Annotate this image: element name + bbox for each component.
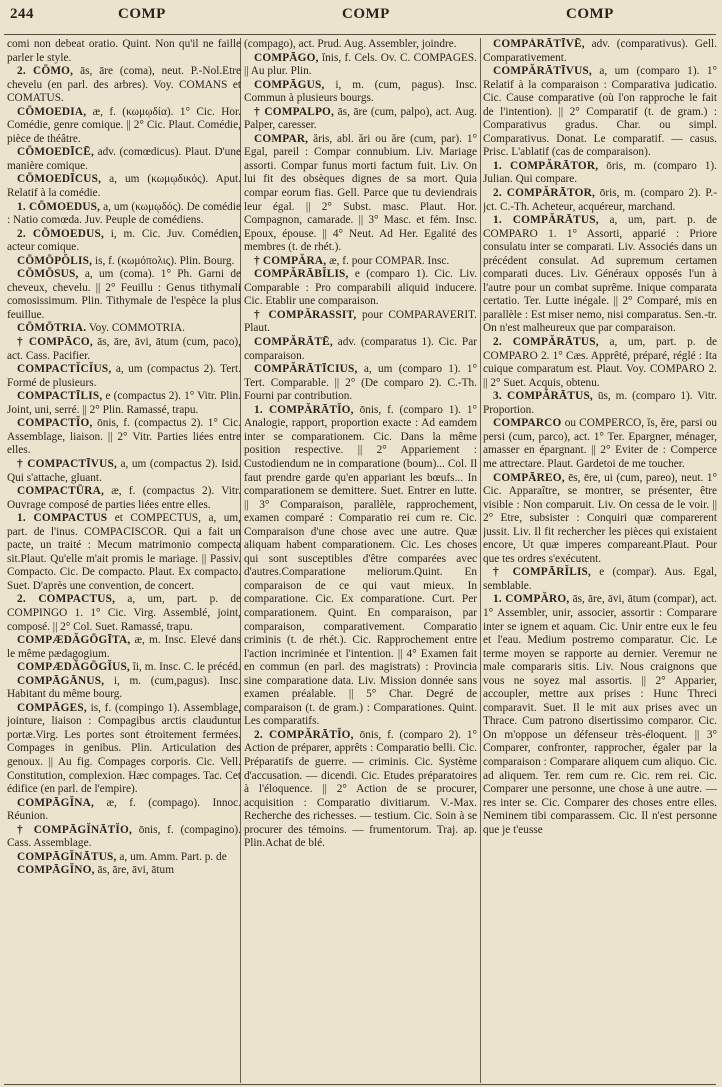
- dictionary-entry: [7, 38, 241, 65]
- dictionary-entry: [7, 201, 241, 228]
- dictionary-entry: [483, 214, 717, 336]
- entry-definition: ōris, m. (comparo 1). Julian. Qui compare.: [483, 159, 717, 186]
- entry-headword: COMPACTĬO,: [17, 417, 93, 430]
- dictionary-entry: [7, 390, 241, 417]
- entry-definition: a, um (comparo 1). 1° Tert. Comparable. || 2° (De comparo 2). C.-Th. Fourni par contribution.: [244, 363, 477, 403]
- entry-headword: CŌMOEDIA,: [17, 105, 87, 118]
- entry-definition: adv. (comparatus 1). Cic. Par comparaison.: [244, 336, 477, 362]
- dictionary-entry: [244, 268, 477, 309]
- dictionary-entry: [244, 255, 477, 269]
- entry-headword: CŌMŌTRIA.: [17, 322, 87, 335]
- entry-definition: e (comparo 1). Cic. Liv. Comparable : Pro comparabili aliquid inducere. Cic. Etablir une comparaison.: [244, 268, 477, 308]
- entry-definition: ās, āre, āvi, ātum: [94, 864, 174, 877]
- entry-definition: a, um (comparo 1). 1° Relatif à la comparaison : Comparativa judicatio. Cic. Cause comparative (où l'on rapproche le fait de l'intention). || 2° Comparatif (t. de gram.) : Comparativus gradus. Char. ou simpl. Comparativus. Donat. Le comparatif. — casus. Prisc. L'ablatif (cas de comparaison).: [483, 65, 717, 159]
- dictionary-entry: [483, 187, 717, 214]
- entry-definition: a, um (coma). 1° Ph. Garni de cheveux, chevelu. || 2° Feuillu : Genus tithymali comosissimum. Plin. Tithymale de l'espèce la plus feuillue.: [7, 268, 241, 321]
- dictionary-entry: [7, 485, 241, 512]
- dictionary-entry: [483, 336, 717, 390]
- header-left-guideword: COMP: [118, 6, 166, 22]
- entry-definition: æ, f. (compactus 2). Vitr. Ouvrage composé de parties liées entre elles.: [7, 485, 241, 511]
- entry-headword: CŌMOEDĪCĒ,: [17, 146, 95, 159]
- dictionary-entry: [244, 309, 477, 336]
- entry-definition: ōnis, f. (comparo 2). 1° Action de préparer, apprêts : Comparatio belli. Cic. Préparatifs de guerre. — criminis. Cic. Système d'accusation. — dicendi. Cic. Etudes préparatoires à l'éloquence. || 2° Action de se procurer, acquisition : Comparatio divitiarum. V.-Max. Recherche des richesses. — testium. Cic. Soin à se procurer des témoins. — frumentorum. Traj. ap. Plin.Achat de blé.: [244, 728, 477, 850]
- dictionary-entry: [7, 864, 241, 878]
- entry-headword: 2. COMPACTUS,: [17, 593, 116, 606]
- column-middle: [244, 38, 477, 1083]
- entry-headword: † COMPACTĪVUS,: [17, 457, 118, 470]
- entry-headword: † COMPĀCO,: [17, 336, 93, 349]
- entry-headword: COMPĀGĬNO,: [17, 864, 95, 877]
- entry-definition: æ, f. pour COMPAR. Insc.: [326, 254, 450, 267]
- dictionary-entry: [483, 65, 717, 160]
- entry-headword: COMPĀGĬNĀTUS,: [17, 850, 117, 863]
- entry-definition: ēs, ēre, ui (cum, pareo), neut. 1° Cic. Apparaître, se montrer, se présenter, être visible : Non comparuit. Liv. On cessa de le voir. || 2° Etre, subsister : Conquiri quæ comparerent jussit. Liv. Il fit rechercher les pièces qui existaient encore, Ut quæ imperes compareant.Plaut. Pour que tes ordres s'exécutent.: [483, 471, 717, 565]
- dictionary-entry: [483, 390, 717, 417]
- entry-definition: ūs, m. (comparo 1). Vitr. Proportion.: [483, 390, 717, 416]
- entry-definition: is, f. (κωμόπολις). Plin. Bourg.: [92, 254, 235, 267]
- dictionary-entry: [244, 133, 477, 255]
- entry-headword: COMPĀREO,: [493, 471, 565, 484]
- entry-headword: COMPĀGO,: [254, 51, 319, 64]
- entry-headword: 1. COMPĂRĀTĬO,: [254, 403, 354, 416]
- dictionary-entry: [244, 363, 477, 404]
- entry-headword: COMPĂRĀTĪCIUS,: [254, 363, 358, 376]
- entry-headword: 1. COMPĂRO,: [493, 593, 570, 606]
- entry-definition: ōnis, f. (compagino). Cass. Assemblage.: [7, 823, 241, 850]
- entry-headword: 1. COMPĂRĀTOR,: [493, 159, 599, 172]
- entry-headword: COMPACTŪRA,: [17, 485, 105, 498]
- entry-definition: ou COMPERCO, ĭs, ĕre, parsi ou persi (cum, parco), act. 1° Ter. Epargner, ménager, amasser en épargnant. || 2° Eviter de : Comperce me attrectare. Plaut. Gardetoi de me toucher.: [483, 417, 717, 470]
- entry-headword: COMPĀGĀNUS,: [17, 674, 105, 687]
- dictionary-entry: [7, 851, 241, 865]
- dictionary-entry: [244, 336, 477, 363]
- entry-definition: i, m. Cic. Juv. Comédien, acteur comique.: [7, 227, 241, 254]
- dictionary-entry: [244, 106, 477, 133]
- entry-headword: COMPĀGUS,: [254, 78, 325, 91]
- dictionary-entry: [7, 173, 241, 200]
- entry-definition: ĭi, m. Insc. C. le précéd.: [129, 661, 241, 674]
- entry-headword: 2. COMPĂRĀTOR,: [493, 187, 596, 200]
- entry-headword: 2. COMPĂRĀTĬO,: [254, 728, 354, 741]
- entry-definition: ăris, abl. ări ou ăre (cum, par). 1° Egal, pareil : Compar connubium. Liv. Mariage assorti. Compar funus morti factum fuit. Liv. On lui fit des obsèques dignes de sa mort. Quia compar eorum fias. Gell. Parce que tu deviendrais leur égal. || 2° Subst. masc. Plaut. Hor. Compagnon, camarade. || 3° Masc. et fém. Insc. Epoux, épouse. || 4° Neut. Ad Her. Egalité des membres (t. de rhét.).: [244, 132, 477, 254]
- entry-headword: COMPARCO: [493, 417, 562, 430]
- entry-definition: a, um (κωμῳδός). De comédie : Natio comœda. Juv. Peuple de comédiens.: [7, 200, 241, 227]
- dictionary-entry: [7, 363, 241, 390]
- entry-definition: e (compactus 2). 1° Vitr. Plin. Joint, uni, serré. || 2° Plin. Ramassé, trapu.: [7, 390, 241, 416]
- entry-headword: 1. CŌMOEDUS,: [17, 200, 101, 213]
- entry-definition: æ, f. (κωμῳδία). 1° Cic. Hor. Comédie, genre comique. || 2° Cic. Plaut. Comédie, pièce de théâtre.: [7, 105, 241, 145]
- dictionary-entry: [7, 417, 241, 458]
- entry-definition: ĭnis, f. Cels. Ov. C. COMPAGES. || Au plur. Plin.: [244, 51, 477, 78]
- dictionary-entry: [7, 512, 241, 593]
- entry-definition: e (compar). Aus. Egal, semblable.: [483, 566, 717, 592]
- entry-headword: CŌMŌPŎLIS,: [17, 254, 93, 267]
- dictionary-entry: [483, 160, 717, 187]
- entry-headword: 1. COMPACTUS: [17, 512, 108, 525]
- dictionary-entry: [483, 566, 717, 593]
- entry-headword: COMPÆDĂGŌGĬUS,: [17, 661, 130, 674]
- dictionary-entry: [7, 661, 241, 675]
- entry-definition: comi non debeat oratio. Quint. Non qu'il ne faille parler le style.: [7, 38, 241, 64]
- entry-definition: a, um, part. p. de COMPARO 2. 1° Cæs. Apprêté, préparé, réglé : Ita cuique comparatum est. Plaut. Voy. COMPARO 2. || 2° Suet. Acquis, obtenu.: [483, 336, 717, 389]
- entry-headword: 2. CŌMOEDUS,: [17, 227, 104, 240]
- entry-definition: æ, f. (compago). Innoc. Réunion.: [7, 796, 241, 823]
- entry-definition: a, um, part. p. de COMPINGO 1. 1° Cic. Virg. Assemblé, joint, composé. || 2° Col. Suet. Ramassé, trapu.: [7, 593, 241, 633]
- entry-definition: a, um (compactus 2). Isid. Qui s'attache, gluant.: [7, 457, 241, 484]
- dictionary-entry: [7, 228, 241, 255]
- entry-definition: adv. (comparativus). Gell. Comparativement.: [483, 38, 717, 64]
- entry-definition: a, um (compactus 2). Tert. Formé de plusieurs.: [7, 363, 241, 389]
- header-right-guideword: COMP: [566, 6, 614, 22]
- entry-headword: CŌMŌSUS,: [17, 268, 79, 281]
- entry-definition: a, um (κωμῳδικός). Aput. Relatif à la comédie.: [7, 173, 241, 200]
- entry-headword: † COMPĂRASSIT,: [254, 308, 357, 321]
- entry-headword: † COMPĀRĬLIS,: [493, 566, 592, 579]
- dictionary-entry: [244, 729, 477, 851]
- footer-rule: [4, 1084, 716, 1085]
- dictionary-entry: [7, 702, 241, 797]
- entry-definition: adv. (comœdicus). Plaut. D'une manière comique.: [7, 146, 241, 172]
- dictionary-entry: [483, 593, 717, 837]
- dictionary-entry: [7, 268, 241, 322]
- entry-definition: ās, āre (coma), neut. P.-Nol.Etre chevelu (en parl. des arbres). Voy. COMANS et COMATUS.: [7, 65, 241, 105]
- entry-definition: ōnis, f. (compactus 2). 1° Cic. Assemblage, liaison. || 2° Vitr. Parties liées entre elles.: [7, 417, 241, 457]
- entry-headword: 3. COMPĂRĀTUS,: [493, 390, 593, 403]
- entry-definition: is, f. (compingo 1). Assemblage, jointure, liaison : Compagibus arctis clauduntur portæ.Virg. Les portes sont étroitement fermées. Compages in genibus. Plin. Articulation des genoux. || Au fig. Compages corporis. Cic. Vell. Constitution, complexion. Hæc compages. Tac. Cet édifice (en parl. de l'empire).: [7, 701, 241, 796]
- entry-headword: † COMPĂRA,: [254, 254, 327, 267]
- page-number: 244: [10, 6, 34, 22]
- dictionary-entry: [7, 255, 241, 269]
- dictionary-entry: [7, 336, 241, 363]
- entry-definition: Voy. COMMOTRIA.: [86, 322, 185, 335]
- dictionary-entry: [7, 797, 241, 824]
- entry-definition: pour COMPARAVERIT. Plaut.: [244, 308, 477, 335]
- entry-definition: æ, m. Insc. Elevé dans le même pædagogium.: [7, 634, 241, 660]
- dictionary-entry: [244, 38, 477, 52]
- dictionary-entry: [483, 417, 717, 471]
- entry-definition: ōris, m. (comparo 2). P.-jct. C.-Th. Acheteur, acquéreur, marchand.: [483, 187, 717, 213]
- entry-headword: COMPACTĪLIS,: [17, 390, 103, 403]
- dictionary-entry: [7, 675, 241, 702]
- entry-headword: † COMPALPO,: [254, 105, 335, 118]
- entry-headword: 2. CŌMO,: [17, 65, 74, 78]
- entry-definition: ās, āre (cum, palpo), act. Aug. Palper, caresser.: [244, 105, 477, 132]
- column-left: [7, 38, 241, 1083]
- entry-headword: 2. COMPĂRĀTUS,: [493, 336, 599, 349]
- entry-headword: COMPĂRĀTĪVUS,: [493, 65, 592, 78]
- entry-headword: COMPACTĬCĬUS,: [17, 363, 112, 376]
- entry-headword: COMPAR,: [254, 132, 309, 145]
- entry-definition: a, um, part. p. de COMPARO 1. 1° Assorti, apparié : Priore consulatu inter se comparati. Liv. Associés dans un précédent consulat. Ad supremum certamen comparati duces. Liv. Généraux opposés l'un à l'autre pour un combat suprême. Inique comparata certatio. Ter. Lutte inégale. || 2° Comparé, mis en parallèle : Est miser nemo, nisi comparatus. Sen.-tr. On n'est malheureux que par comparaison.: [483, 214, 717, 335]
- entry-headword: COMPĀGĬNA,: [17, 796, 94, 809]
- entry-definition: i, m. (cum, pagus). Insc. Commun à plusieurs bourgs.: [244, 78, 477, 105]
- entry-definition: ās, āre, āvi, ātum (compar), act. 1° Assembler, unir, associer, assortir : Comparare inter se ignem et aquam. Cic. Unir entre eux le feu et l'eau. Medium postremo comparatur. Cic. Le terme moyen se rapporte au dernier. Veremur ne male compararis sitis. Liv. Nous craignons que vous ne soyez mal assortis. || 2° Apparier, accoupler, mettre aux prises : Hunc Threci comparavit. Suet. Il le mit aux prises avec un Thrace. Cum patrono disertissimo comparor. Cic. On m'oppose un défenseur très-éloquent. || 3° Comparer, confronter, rapprocher, égaler par la comparaison : Comparare aliquem cum aliquo. Cic. ad aliquem. Ter. rem cum re. Cic. rem rei. Cic. Comparer une personne, une chose à une autre. — res inter se. Cic. Comparer des choses entre elles. Neminem tibi comparassem. Cic. Il n'est personne que je t'eusse: [483, 593, 717, 836]
- column-right: [483, 38, 717, 1083]
- dictionary-entry: [7, 65, 241, 106]
- header-rule: [4, 34, 716, 35]
- entry-definition: (compago), act. Prud. Aug. Assembler, joindre.: [244, 38, 457, 50]
- dictionary-entry: [7, 322, 241, 336]
- dictionary-entry: [7, 458, 241, 485]
- dictionary-entry: [7, 634, 241, 661]
- running-header: [0, 6, 722, 30]
- entry-headword: CŌMOEDĪCUS,: [17, 173, 102, 186]
- dictionary-entry: [483, 472, 717, 567]
- dictionary-entry: [7, 146, 241, 173]
- dictionary-entry: [244, 404, 477, 729]
- entry-definition: et COMPECTUS, a, um, part. de l'inus. COMPACISCOR. Qui a fait un pacte, un traité : Mecum matrimonio compecta sit.Plaut. Qu'elle m'ait promis le mariage. || Passiv. Compacto. Cic. De compacto. Plaut. Ex compacto. Suet. D'après une convention, de concert.: [7, 512, 241, 592]
- entry-headword: COMPĀGES,: [17, 701, 87, 714]
- entry-headword: COMPĂRĀTĪVĒ,: [493, 38, 585, 50]
- entry-definition: a, um. Amm. Part. p. de: [116, 850, 227, 863]
- dictionary-entry: [7, 593, 241, 634]
- entry-definition: ōnis, f. (comparo 1). 1° Analogie, rapport, proportion exacte : Ad eamdem inter se comparationem. Cic. Dans la même position respective. || 2° Appariement : Custodiendum ne in comparatione (boum)... Col. Il faut prendre garde qu'en appariant les bœufs... In comparationem se demittere. Suet. Entrer en lutte. || 3° Comparaison, parallèle, rapprochement, examen comparé : Comparatio rei cum re. Cic. Comparaison d'une chose avec une autre. Quæ aliquam habent comparationem. Cic. Les choses qui sont susceptibles d'être comparées avec d'autres.Comparatione meliorum.Quint. En comparaison de ce qui vaut mieux. In comparatione. Cic. Ex comparatione. Curt. Per comparationem. Quint. En comparaison, par comparaison, comparativement. Comparatio criminis (t. de rhét.). Cic. Rapprochement entre l'action incriminée et l'intention. || 4° Examen fait en commun (en parl. des magistrats) : Provincia sine comparatione data. Liv. Mission donnée sans examen préalable. || 5° Char. Degré de comparaison (t. de gram.) : Comparationes. Quint. Les comparatifs.: [244, 403, 477, 728]
- dictionary-entry: [244, 79, 477, 106]
- entry-headword: COMPÆDĂGŌGĪTA,: [17, 634, 131, 647]
- dictionary-entry: [483, 38, 717, 65]
- column-divider-2: [480, 38, 481, 1083]
- header-center-guideword: COMP: [342, 6, 390, 22]
- entry-headword: COMPĂRĀTĒ,: [254, 336, 333, 349]
- entry-definition: ās, āre, āvi, ātum (cum, paco), act. Cass. Pacifier.: [7, 336, 241, 362]
- entry-headword: COMPĂRĀBĬLIS,: [254, 268, 349, 281]
- dictionary-entry: [244, 52, 477, 79]
- dictionary-entry: [7, 824, 241, 851]
- dictionary-entry: [7, 106, 241, 147]
- entry-headword: 1. COMPĂRĀTUS,: [493, 214, 599, 227]
- entry-headword: † COMPĀGĬNĀTĬO,: [17, 823, 133, 836]
- entry-definition: i, m. (cum,pagus). Insc. Habitant du même bourg.: [7, 674, 241, 701]
